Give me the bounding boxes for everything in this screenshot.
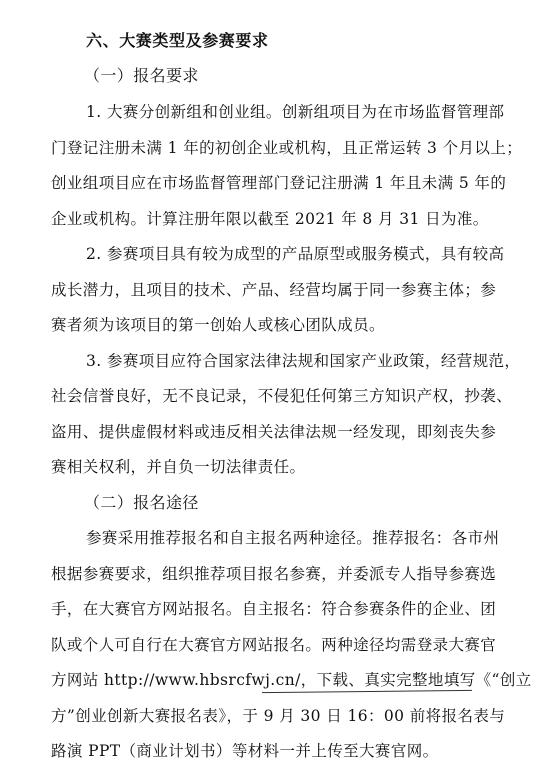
paragraph-line: 手，在大赛官方网站报名。自主报名：符合参赛条件的企业、团 (51, 600, 497, 618)
paragraph-line: 企业或机构。计算注册年限以截至 2021 年 8 月 31 日为准。 (51, 210, 489, 228)
handwritten-underline (262, 690, 472, 693)
paragraph-line: 方网站 http://www.hbsrcfwj.cn/，下载、真实完整地填写《“创立 (51, 671, 532, 689)
paragraph-line: 方”创业创新大赛报名表》，于 9 月 30 日 16：00 前将报名表与 (51, 707, 506, 725)
paragraph-line: 1. 大赛分创新组和创业组。创新组项目为在市场监督管理部 (86, 103, 505, 121)
paragraph-line: 3. 参赛项目应符合国家法律法规和国家产业政策，经营规范， (86, 352, 521, 370)
paragraph-line: 盗用、提供虚假材料或违反相关法律法规一经发现，即刻丧失参 (51, 423, 497, 441)
paragraph-line: 队或个人可自行在大赛官方网站报名。两种途径均需登录大赛官 (51, 636, 497, 654)
paragraph-line: 赛相关权利，并自负一切法律责任。 (51, 458, 306, 476)
paragraph-line: 创业组项目应在市场监督管理部门登记注册满 1 年且未满 5 年的 (51, 174, 507, 192)
subsection-heading-registration-requirements: （一）报名要求 (84, 66, 199, 85)
paragraph-line: 根据参赛要求，组织推荐项目报名参赛，并委派专人指导参赛选 (51, 565, 497, 583)
section-heading: 六、大赛类型及参赛要求 (86, 31, 269, 50)
paragraph-line: 路演 PPT（商业计划书）等材料一并上传至大赛官网。 (51, 742, 439, 760)
paragraph-line: 赛者须为该项目的第一创始人或核心团队成员。 (51, 316, 385, 334)
paragraph-line: 参赛采用推荐报名和自主报名两种途径。推荐报名：各市州 (86, 529, 500, 547)
subsection-heading-registration-channels: （二）报名途径 (84, 493, 199, 512)
paragraph-line: 2. 参赛项目具有较为成型的产品原型或服务模式，具有较高 (86, 245, 505, 263)
paragraph-line: 门登记注册未满 1 年的初创企业或机构，且正常运转 3 个月以上； (51, 139, 523, 157)
paragraph-line: 成长潜力，且项目的技术、产品、经营均属于同一参赛主体；参 (51, 281, 497, 299)
paragraph-line: 社会信誉良好，无不良记录，不侵犯任何第三方知识产权，抄袭、 (51, 387, 513, 405)
